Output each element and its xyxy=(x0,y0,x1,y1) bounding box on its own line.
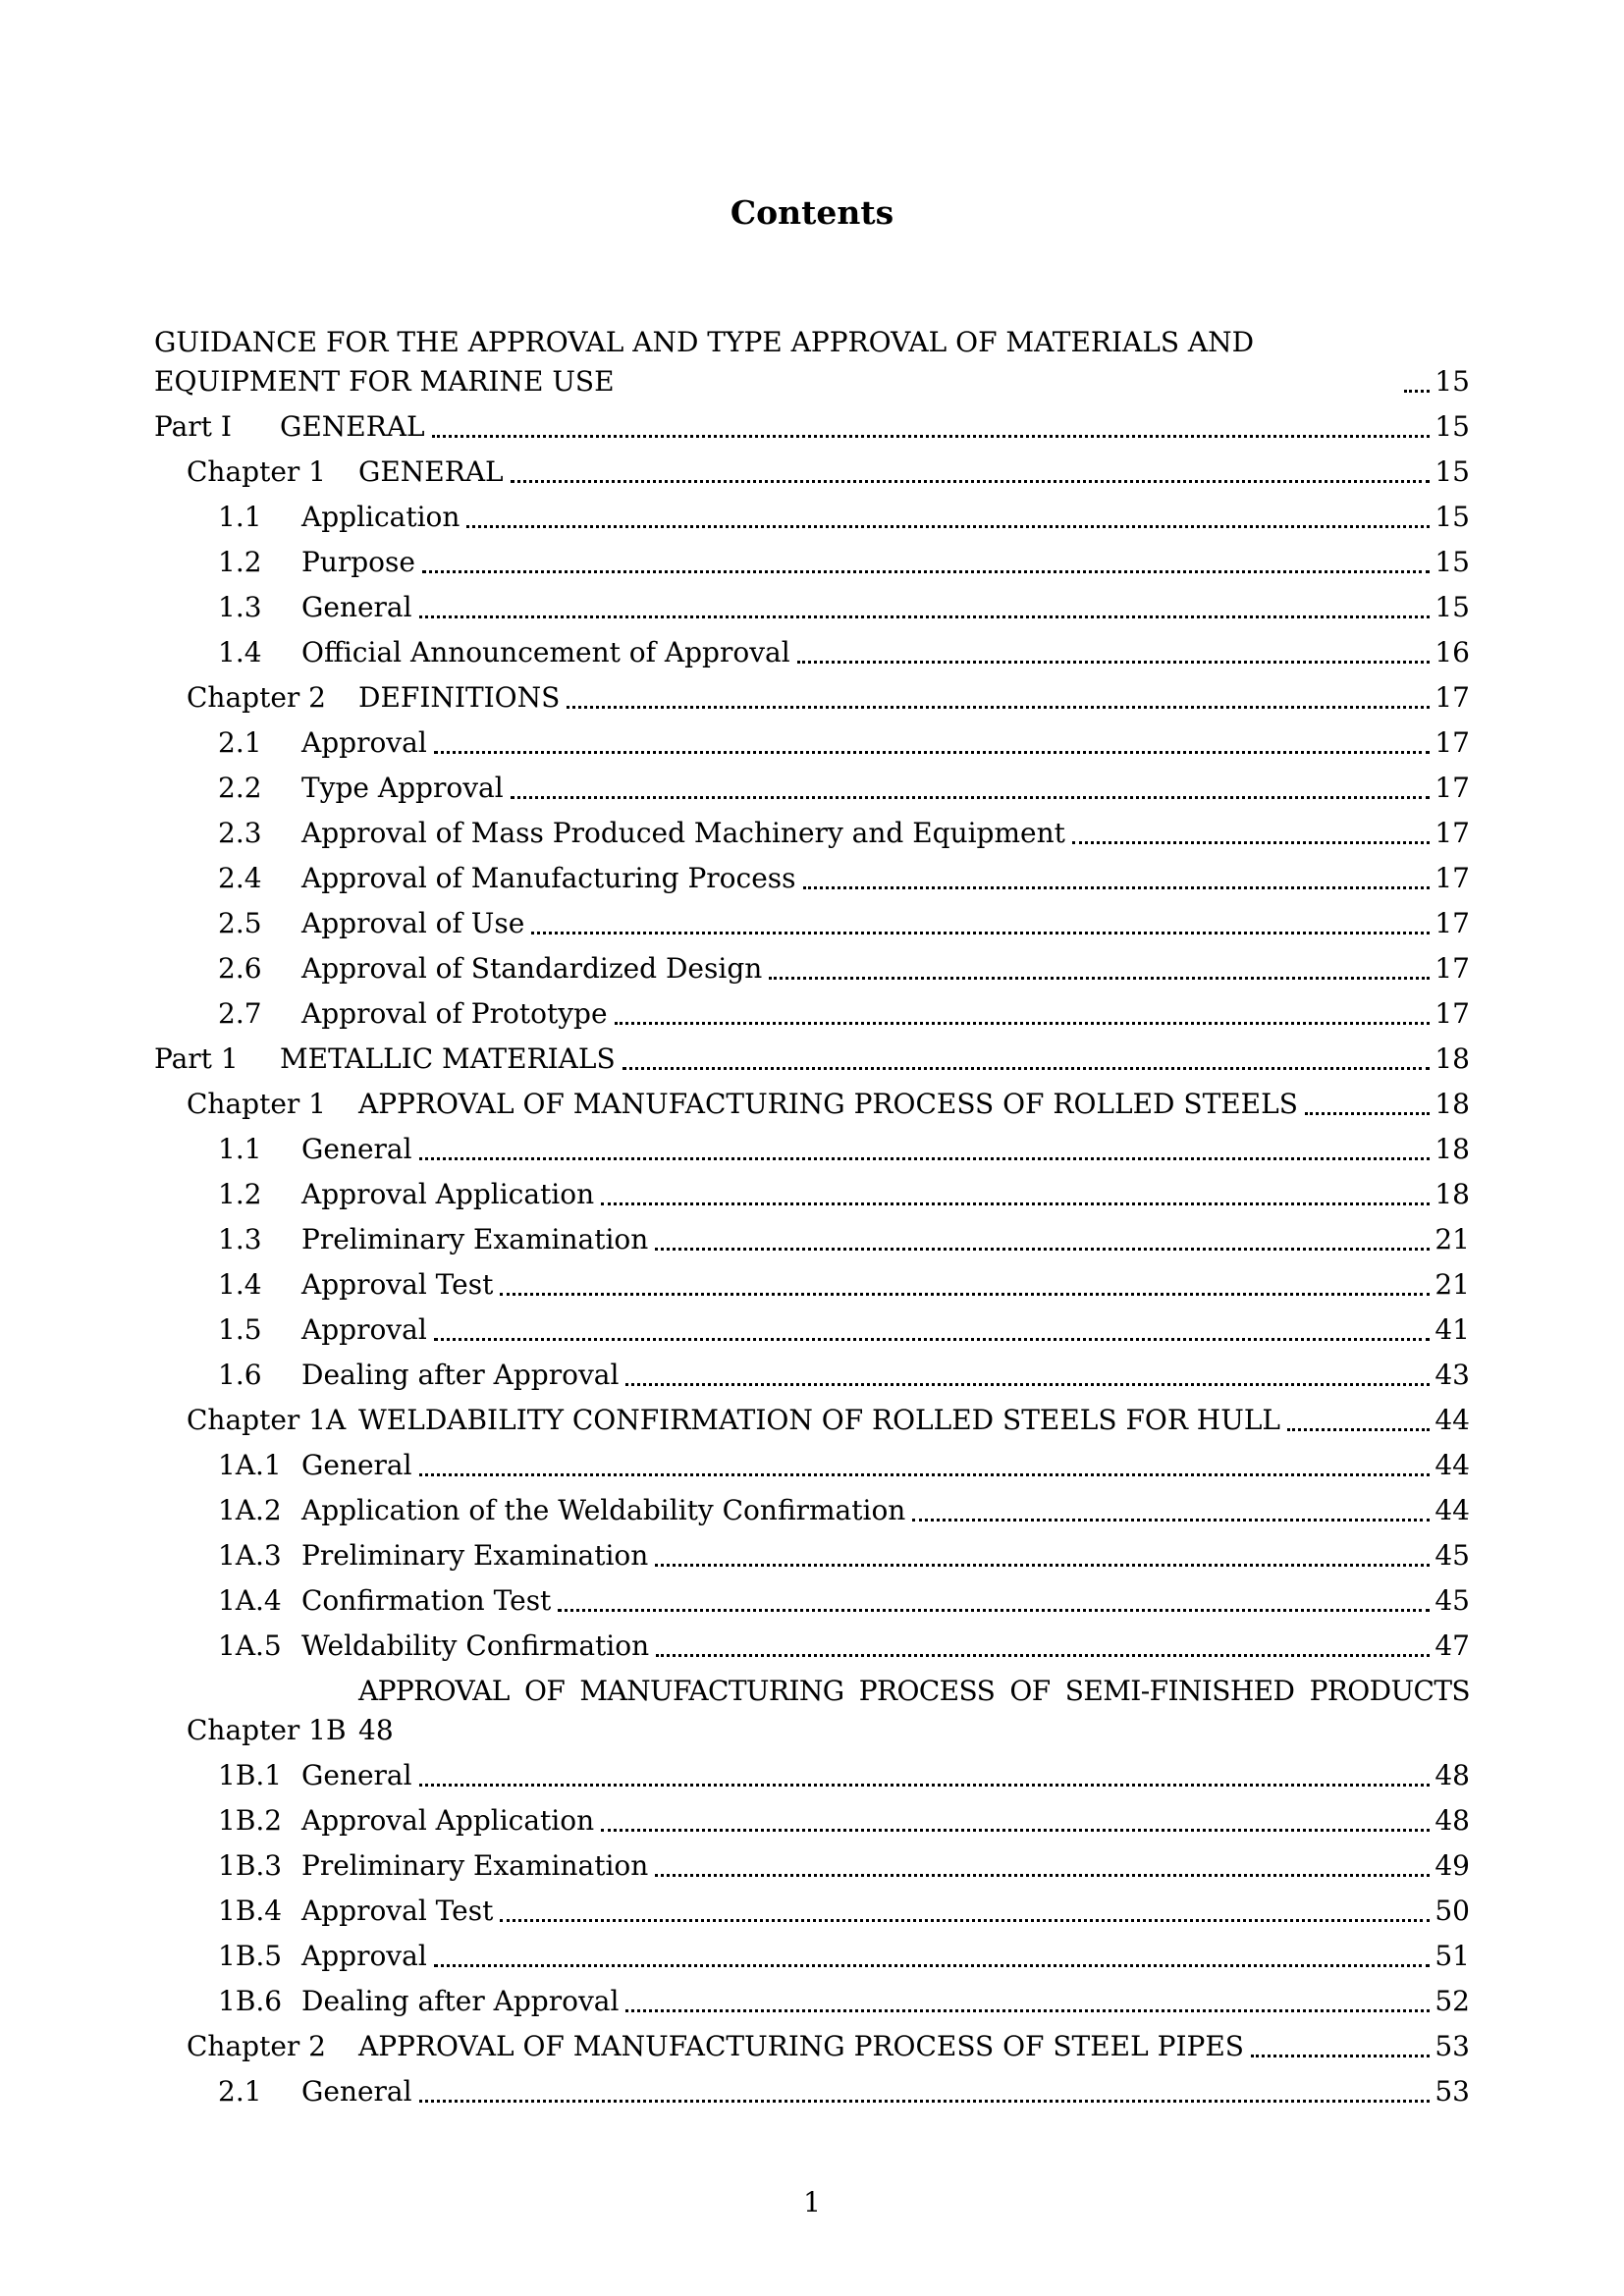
toc-entry-label: 1.1 xyxy=(218,501,262,533)
toc-entry-label: Part I xyxy=(154,410,232,443)
toc-entry-title: Approval of Mass Produced Machinery and Equipment xyxy=(301,817,1065,849)
toc-entry xyxy=(218,769,1470,808)
toc-entry-title: Application of the Weldability Confirmation xyxy=(301,1494,906,1526)
toc-entry-title: General xyxy=(301,2075,412,2108)
toc-entry-label: Chapter 1 xyxy=(187,455,326,488)
toc-entry xyxy=(218,1130,1470,1169)
toc-leader-dots xyxy=(558,1609,1430,1612)
toc-entry-page: 17 xyxy=(1435,681,1470,714)
toc-entry xyxy=(218,1627,1470,1666)
toc-leader-dots xyxy=(615,1022,1430,1025)
toc-entry-page: 44 xyxy=(1435,1494,1470,1526)
toc-entry-title: APPROVAL OF MANUFACTURING PROCESS OF STEEL PIPES xyxy=(358,2030,1244,2062)
toc-entry-title: Preliminary Examination xyxy=(301,1539,649,1572)
toc-leader-dots xyxy=(434,751,1430,754)
toc-entry-label: 1.3 xyxy=(218,591,262,623)
toc-entry-page: 47 xyxy=(1435,1629,1470,1662)
toc-leader-dots xyxy=(797,661,1430,664)
toc-entry-page: 45 xyxy=(1435,1584,1470,1617)
toc-leader-dots xyxy=(432,435,1430,438)
toc-entry xyxy=(187,2027,1470,2066)
toc-entry-page: 52 xyxy=(1435,1985,1470,2017)
toc-entry xyxy=(154,407,1470,447)
toc-leader-dots xyxy=(655,1874,1430,1877)
toc-entry-title: Confirmation Test xyxy=(301,1584,552,1617)
toc-entry xyxy=(218,1356,1470,1395)
toc-entry-label: 2.4 xyxy=(218,862,262,894)
toc-entry xyxy=(218,1536,1470,1575)
toc-entry xyxy=(218,859,1470,898)
toc-leader-dots xyxy=(601,1202,1430,1205)
toc-leader-dots xyxy=(655,1564,1430,1567)
toc-entry-title: DEFINITIONS xyxy=(358,681,561,714)
toc-entry-title: Dealing after Approval xyxy=(301,1359,620,1391)
toc-entry-page: 15 xyxy=(1435,455,1470,488)
toc-entry xyxy=(218,2072,1470,2111)
toc-entry-page: 18 xyxy=(1435,1042,1470,1075)
toc-leader-dots xyxy=(466,525,1430,528)
toc-leader-dots xyxy=(912,1519,1430,1522)
toc-entry xyxy=(218,1892,1470,1931)
toc-entry xyxy=(218,994,1470,1034)
toc-entry-title: Approval of Standardized Design xyxy=(301,952,763,985)
toc-leader-dots xyxy=(655,1248,1430,1251)
toc-entry-title-wrap xyxy=(358,1672,1470,1750)
toc-entry-title: General xyxy=(301,1759,412,1791)
toc-entry-page: 15 xyxy=(1435,501,1470,533)
toc-entry-title: GUIDANCE FOR THE APPROVAL AND TYPE APPROVAL OF MATERIALS AND EQUIPMENT FOR MARINE USE xyxy=(154,326,1255,398)
toc-entry-title: Preliminary Examination xyxy=(301,1223,649,1255)
toc-entry-page: 17 xyxy=(1435,817,1470,849)
toc-entry-page: 48 xyxy=(358,1714,394,1746)
toc-entry-title: Approval of Prototype xyxy=(301,997,608,1030)
toc-entry-page: 21 xyxy=(1435,1223,1470,1255)
toc-entry-title: Approval Application xyxy=(301,1178,595,1210)
toc-entry-page: 16 xyxy=(1435,636,1470,668)
toc-entry-page: 45 xyxy=(1435,1539,1470,1572)
toc-entry-page: 17 xyxy=(1435,907,1470,939)
toc-entry-title: Approval xyxy=(301,726,427,759)
toc-leader-dots xyxy=(511,796,1430,799)
toc-entry xyxy=(154,323,1470,401)
toc-entry-page: 49 xyxy=(1435,1849,1470,1882)
toc-entry-label: Chapter 1 xyxy=(187,1088,326,1120)
page-number-footer: 1 xyxy=(803,2186,821,2218)
toc-entry-title: Approval xyxy=(301,1313,427,1346)
toc-leader-dots xyxy=(623,1067,1430,1070)
toc-entry-label: Chapter 1A xyxy=(187,1404,347,1436)
toc-entry xyxy=(218,949,1470,988)
toc-entry xyxy=(218,1491,1470,1530)
toc-entry xyxy=(218,814,1470,853)
toc-entry-label: 1.3 xyxy=(218,1223,262,1255)
toc-entry-page: 17 xyxy=(1435,952,1470,985)
toc-entry-label: 1A.1 xyxy=(218,1449,282,1481)
toc-entry-label: 2.5 xyxy=(218,907,262,939)
toc-entry-page: 15 xyxy=(1435,365,1470,398)
toc-entry-label: 2.1 xyxy=(218,726,262,759)
toc-entry-title: General xyxy=(301,1133,412,1165)
toc-entry xyxy=(187,1401,1470,1440)
toc-entry-page: 18 xyxy=(1435,1178,1470,1210)
toc-leader-dots xyxy=(434,1338,1430,1341)
toc-entry xyxy=(187,678,1470,718)
toc-entry xyxy=(218,498,1470,537)
toc-entry-label: 1B.2 xyxy=(218,1804,283,1837)
toc-entry-label: Chapter 1B xyxy=(187,1714,347,1746)
toc-entry-title: Official Announcement of Approval xyxy=(301,636,790,668)
toc-entry-page: 18 xyxy=(1435,1133,1470,1165)
toc-leader-dots xyxy=(625,1383,1430,1386)
toc-entry-title: Approval of Use xyxy=(301,907,525,939)
toc-leader-dots xyxy=(531,932,1430,934)
toc-entry-label: 2.7 xyxy=(218,997,262,1030)
toc-entry-label: 1A.2 xyxy=(218,1494,282,1526)
toc-entry-title: METALLIC MATERIALS xyxy=(280,1042,616,1075)
toc-entry-title: Application xyxy=(301,501,460,533)
toc-entry-label: 2.6 xyxy=(218,952,262,985)
toc-entry-title: APPROVAL OF MANUFACTURING PROCESS OF ROLLED STEELS xyxy=(358,1088,1298,1120)
toc-entry-title: Type Approval xyxy=(301,772,504,804)
toc-leader-dots xyxy=(1287,1428,1430,1431)
toc-leader-dots xyxy=(656,1654,1430,1657)
toc-entry-title: APPROVAL OF MANUFACTURING PROCESS OF SEMI-FINISHED PRODUCTS xyxy=(358,1675,1470,1707)
toc-entry-page: 50 xyxy=(1435,1895,1470,1927)
toc-entry-label: 1A.5 xyxy=(218,1629,282,1662)
toc-leader-dots xyxy=(422,570,1430,573)
toc-leader-dots xyxy=(625,2009,1430,2012)
toc-entry xyxy=(218,543,1470,582)
toc-entry-label: 2.3 xyxy=(218,817,262,849)
toc-entry-label: Part 1 xyxy=(154,1042,239,1075)
toc-entry-title: Approval xyxy=(301,1940,427,1972)
toc-entry-label: 1A.4 xyxy=(218,1584,282,1617)
toc-leader-dots xyxy=(769,977,1430,980)
toc-entry-title: Approval Test xyxy=(301,1268,494,1301)
toc-entry-label: 2.2 xyxy=(218,772,262,804)
toc-entry xyxy=(218,1446,1470,1485)
toc-entry-page: 41 xyxy=(1435,1313,1470,1346)
toc-entry xyxy=(218,588,1470,627)
toc-leader-dots xyxy=(434,1964,1430,1967)
toc-entry-label: 1B.3 xyxy=(218,1849,283,1882)
toc-entry xyxy=(187,1085,1470,1124)
toc-entry xyxy=(218,1982,1470,2021)
toc-leader-dots xyxy=(419,1157,1430,1160)
toc-entry-page: 44 xyxy=(1435,1404,1470,1436)
toc-entry-label: 2.1 xyxy=(218,2075,262,2108)
toc-entry-page: 53 xyxy=(1435,2030,1470,2062)
toc-entry-label: 1.6 xyxy=(218,1359,262,1391)
toc-leader-dots xyxy=(419,615,1430,618)
toc-entry-label: Chapter 2 xyxy=(187,681,326,714)
toc-leader-dots xyxy=(419,1473,1430,1476)
toc-entry xyxy=(218,1265,1470,1305)
toc-entry xyxy=(218,1846,1470,1886)
toc-entry-page: 15 xyxy=(1435,546,1470,578)
toc-entry-title: Dealing after Approval xyxy=(301,1985,620,2017)
toc-entry-title: General xyxy=(301,1449,412,1481)
toc-entry xyxy=(218,633,1470,672)
toc-entry-label: 1B.4 xyxy=(218,1895,283,1927)
toc-entry-page: 17 xyxy=(1435,772,1470,804)
toc-entry xyxy=(218,723,1470,763)
toc-entry-page: 51 xyxy=(1435,1940,1470,1972)
toc-list xyxy=(154,323,1470,2111)
toc-entry-page: 53 xyxy=(1435,2075,1470,2108)
toc-entry-title: General xyxy=(301,591,412,623)
toc-leader-dots xyxy=(1404,390,1430,393)
toc-entry-title: WELDABILITY CONFIRMATION OF ROLLED STEELS FOR HULL xyxy=(358,1404,1281,1436)
toc-entry xyxy=(218,1220,1470,1259)
toc-entry-title: Preliminary Examination xyxy=(301,1849,649,1882)
toc-entry xyxy=(187,1672,1470,1750)
toc-entry-label: 1A.3 xyxy=(218,1539,282,1572)
toc-entry-label: 1.1 xyxy=(218,1133,262,1165)
toc-entry-label: 1.5 xyxy=(218,1313,262,1346)
toc-entry xyxy=(218,1581,1470,1621)
toc-entry xyxy=(218,1937,1470,1976)
toc-entry-title: Approval Test xyxy=(301,1895,494,1927)
toc-entry-page: 15 xyxy=(1435,591,1470,623)
toc-entry-label: 1B.1 xyxy=(218,1759,283,1791)
toc-entry xyxy=(187,453,1470,492)
toc-leader-dots xyxy=(419,1784,1430,1787)
toc-leader-dots xyxy=(511,480,1430,483)
toc-entry xyxy=(218,1175,1470,1214)
toc-leader-dots xyxy=(500,1919,1430,1922)
toc-entry-label: 1.4 xyxy=(218,636,262,668)
toc-entry-label: 1B.5 xyxy=(218,1940,283,1972)
toc-leader-dots xyxy=(1072,841,1430,844)
toc-entry-title: GENERAL xyxy=(280,410,425,443)
toc-leader-dots xyxy=(567,706,1430,709)
toc-entry-page: 17 xyxy=(1435,726,1470,759)
toc-leader-dots xyxy=(419,2100,1430,2103)
toc-leader-dots xyxy=(500,1293,1430,1296)
toc-entry xyxy=(218,904,1470,943)
toc-entry-page: 18 xyxy=(1435,1088,1470,1120)
toc-entry-page: 17 xyxy=(1435,997,1470,1030)
toc-entry-page: 48 xyxy=(1435,1759,1470,1791)
toc-entry xyxy=(218,1801,1470,1841)
toc-entry-page: 43 xyxy=(1435,1359,1470,1391)
toc-leader-dots xyxy=(803,886,1430,889)
toc-leader-dots xyxy=(601,1829,1430,1832)
toc-entry-title: GENERAL xyxy=(358,455,504,488)
toc-entry-page: 48 xyxy=(1435,1804,1470,1837)
toc-leader-dots xyxy=(1305,1112,1430,1115)
toc-entry-label: 1.2 xyxy=(218,1178,262,1210)
toc-entry-title: Approval of Manufacturing Process xyxy=(301,862,796,894)
toc-entry xyxy=(218,1310,1470,1350)
toc-leader-dots xyxy=(1251,2055,1430,2057)
toc-entry-label: 1.4 xyxy=(218,1268,262,1301)
toc-entry-title: Approval Application xyxy=(301,1804,595,1837)
toc-entry-title: Weldability Confirmation xyxy=(301,1629,650,1662)
toc-entry-page: 15 xyxy=(1435,410,1470,443)
toc-entry-page: 21 xyxy=(1435,1268,1470,1301)
toc-entry-label: 1.2 xyxy=(218,546,262,578)
toc-entry-page: 17 xyxy=(1435,862,1470,894)
toc-entry xyxy=(218,1756,1470,1795)
toc-entry-label: 1B.6 xyxy=(218,1985,283,2017)
toc-entry-title: Purpose xyxy=(301,546,415,578)
toc-entry-page: 44 xyxy=(1435,1449,1470,1481)
toc-entry xyxy=(154,1040,1470,1079)
page-title: Contents xyxy=(730,193,894,232)
toc-entry-label: Chapter 2 xyxy=(187,2030,326,2062)
